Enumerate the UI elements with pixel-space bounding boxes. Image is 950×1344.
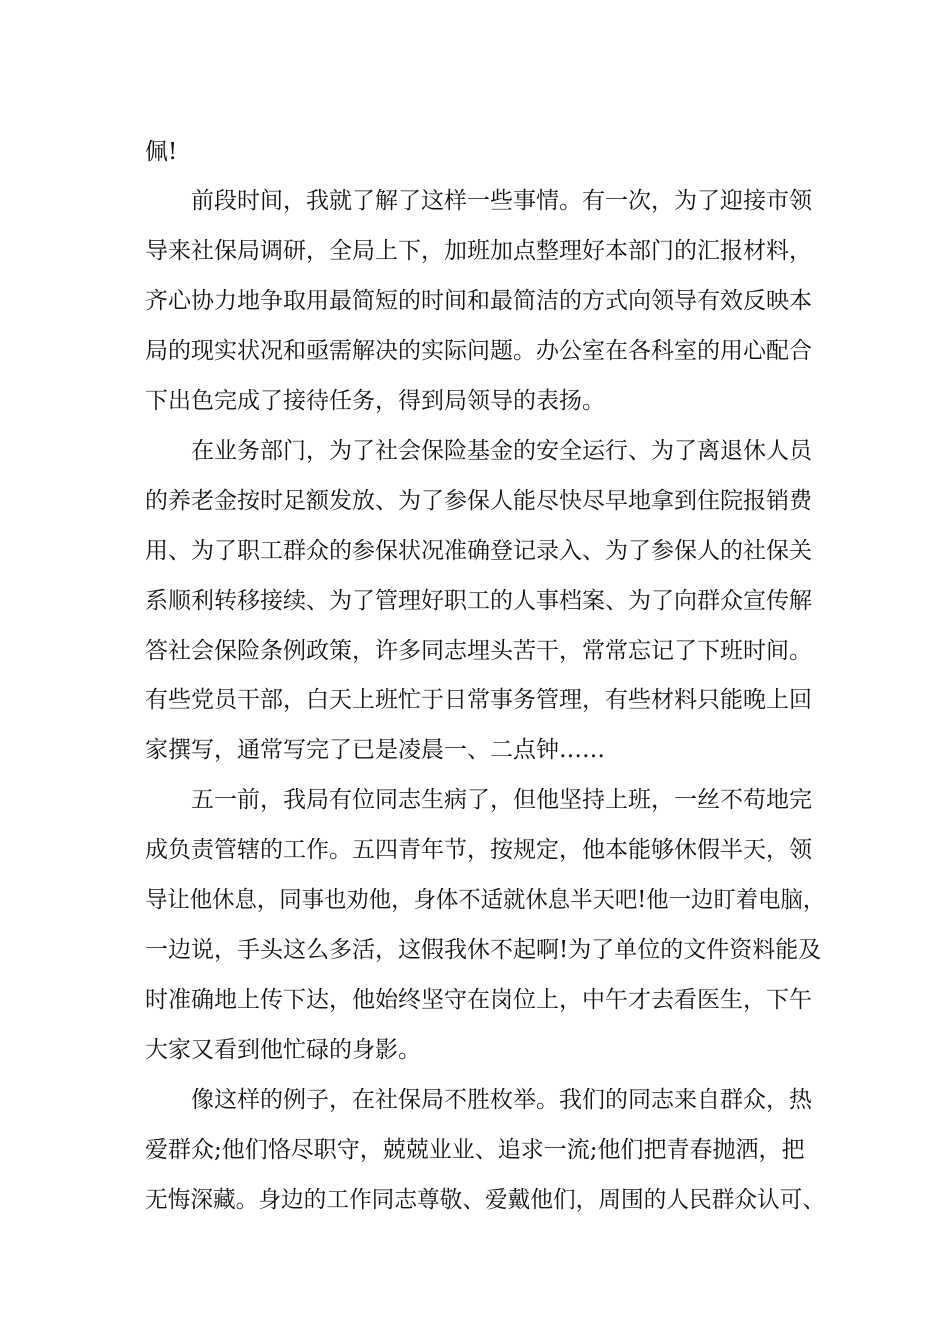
text-line: 局的现实状况和亟需解决的实际问题。办公室在各科室的用心配合 [145,338,812,364]
text-line: 无悔深藏。身边的工作同志尊敬、爱戴他们，周围的人民群众认可、 [145,1187,825,1213]
text-line: 成负责管辖的工作。五四青年节，按规定，他本能够休假半天，领 [145,837,812,863]
text-line: 导让他休息，同事也劝他，身体不适就休息半天吧!他一边盯着电脑， [145,887,826,913]
text-line: 佩! [145,139,178,165]
text-line: 的养老金按时足额发放、为了参保人能尽快尽早地拿到住院报销费 [145,488,812,514]
text-line: 下出色完成了接待任务，得到局领导的表扬。 [145,388,605,414]
text-line: 用、为了职工群众的参保状况准确登记录入、为了参保人的社保关 [145,538,812,564]
text-line: 前段时间，我就了解了这样一些事情。有一次，为了迎接市领 [191,188,812,214]
text-line: 有些党员干部，白天上班忙于日常事务管理，有些材料只能晚上回 [145,687,812,713]
text-line: 家撰写，通常写完了已是凌晨一、二点钟…… [145,737,605,763]
text-line: 像这样的例子，在社保局不胜枚举。我们的同志来自群众，热 [191,1087,812,1113]
text-line: 系顺利转移接续、为了管理好职工的人事档案、为了向群众宣传解 [145,588,812,614]
text-line: 爱群众;他们恪尽职守，兢兢业业、追求一流;他们把青春抛洒，把 [145,1137,805,1163]
text-line: 大家又看到他忙碌的身影。 [145,1037,421,1063]
text-line: 一边说，手头这么多活，这假我休不起啊!为了单位的文件资料能及 [145,937,822,963]
text-line: 答社会保险条例政策，许多同志埋头苦干，常常忘记了下班时间。 [145,638,812,664]
text-line: 齐心协力地争取用最简短的时间和最简洁的方式向领导有效反映本 [145,288,812,314]
text-line: 时准确地上传下达，他始终坚守在岗位上，中午才去看医生，下午 [145,987,812,1013]
text-line: 导来社保局调研，全局上下，加班加点整理好本部门的汇报材料， [145,238,812,264]
text-line: 五一前，我局有位同志生病了，但他坚持上班，一丝不苟地完 [191,787,812,813]
text-line: 在业务部门，为了社会保险基金的安全运行、为了离退休人员 [191,438,812,464]
